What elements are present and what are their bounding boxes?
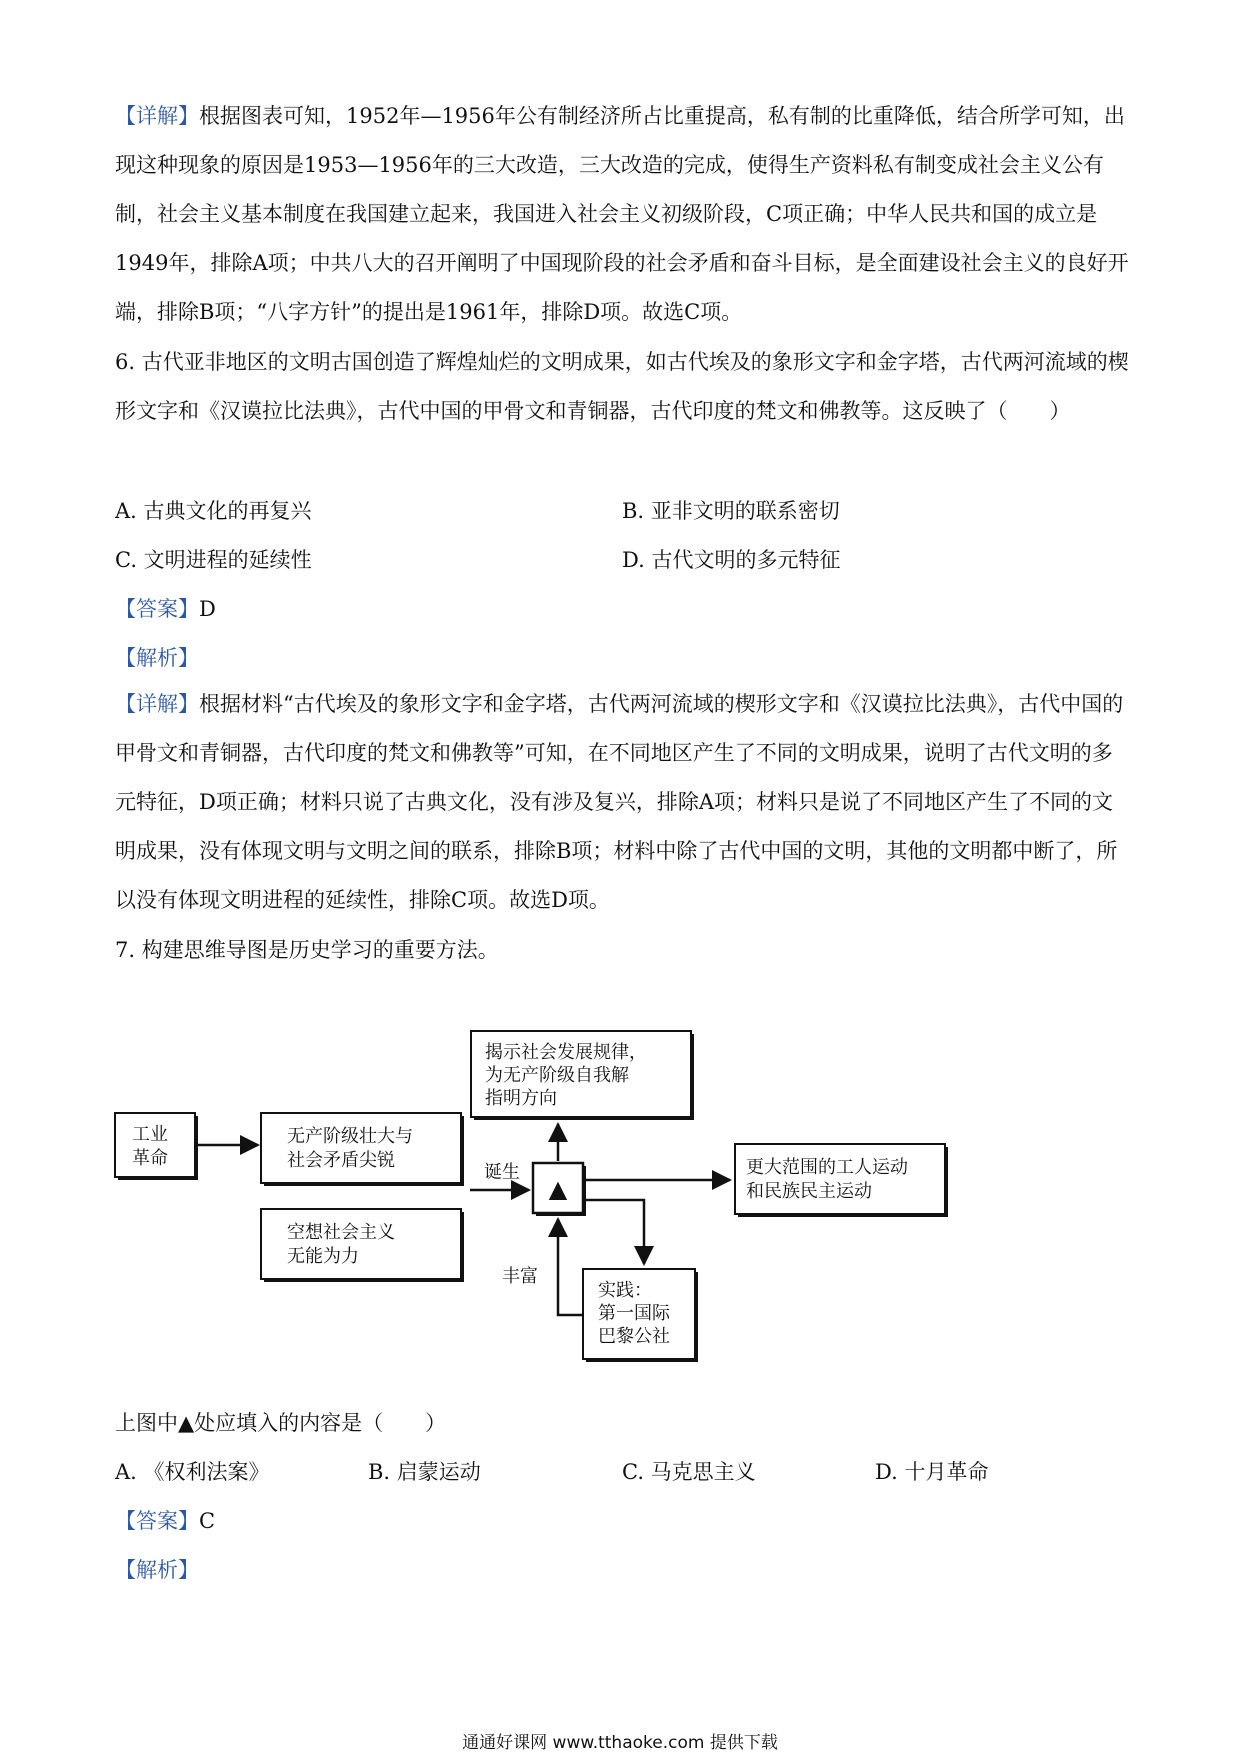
movement-box — [735, 1144, 948, 1217]
q6-option-d: D. 古代文明的多元特征 — [622, 548, 841, 572]
q6-option-c: C. 文明进程的延续性 — [115, 548, 312, 572]
q7-option-b: B. 启蒙运动 — [368, 1460, 481, 1484]
q7-option-a: A. 《权利法案》 — [115, 1460, 270, 1484]
center-triangle-icon: ▲ — [548, 1175, 568, 1203]
q5-detail-paragraph — [115, 92, 1130, 337]
industrial-revolution-box — [115, 1113, 198, 1180]
q6-stem: 6. 古代亚非地区的文明古国创造了辉煌灿烂的文明成果，如古代埃及的象形文字和金字塔，古代两河流域的楔形文字和《汉谟拉比法典》，古代中国的甲骨文和青铜器，古代印度的梵文和佛教等。这反映了（ ） — [115, 350, 1129, 423]
label-birth: 诞生 — [484, 1162, 520, 1183]
page-footer: 通通好课网 www.tthaoke.com 提供下载 — [462, 1733, 778, 1753]
q6-detail-paragraph — [115, 680, 1130, 925]
q7-analysis-tag: 【解析】 — [115, 1558, 199, 1582]
q6-analysis-tag: 【解析】 — [115, 646, 199, 670]
utopian-line-1: 空想社会主义 — [287, 1222, 395, 1243]
q7-question: 上图中▲处应填入的内容是（ ） — [115, 1411, 447, 1435]
reveal-line-2: 为无产阶级自我解 — [485, 1065, 629, 1086]
proletariat-line-1: 无产阶级壮大与 — [287, 1126, 413, 1147]
label-enrich: 丰富 — [502, 1266, 538, 1287]
q7-option-d: D. 十月革命 — [875, 1460, 989, 1484]
q6-detail-text: 根据材料“古代埃及的象形文字和金字塔，古代两河流域的楔形文字和《汉谟拉比法典》，古代中国的甲骨文和青铜器，古代印度的梵文和佛教等”可知，在不同地区产生了不同的文明成果，说明了古代文明的多元特征，D项正确；材料只说了古典文化，没有涉及复兴，排除A项；材料只是说了不同地区产生了不同的文明成果，没有体现文明与文明之间的联系，排除B项；材料中除了古代中国的文明，其他的文明都中断了，所以没有体现文明进程的延续性，排除C项。故选D项。 — [115, 692, 1124, 912]
movement-line-1: 更大范围的工人运动 — [746, 1157, 908, 1178]
reveal-line-3: 指明方向 — [485, 1088, 557, 1109]
movement-line-2: 和民族民主运动 — [746, 1181, 872, 1202]
practice-box — [583, 1269, 698, 1362]
q7-option-c: C. 马克思主义 — [622, 1460, 756, 1484]
industrial-line-1: 工业 — [132, 1124, 168, 1145]
q6-option-a: A. 古典文化的再复兴 — [115, 499, 312, 523]
q6-answer-value: D — [199, 597, 216, 621]
center-box — [533, 1163, 586, 1216]
utopian-line-2: 无能为力 — [287, 1246, 359, 1267]
q6-answer-line — [115, 594, 216, 624]
q6-detail-tag: 【详解】 — [115, 692, 199, 716]
proletariat-box — [261, 1113, 464, 1186]
q6-answer-tag: 【答案】 — [115, 597, 199, 621]
proletariat-line-2: 社会矛盾尖锐 — [287, 1150, 395, 1171]
q7-answer-tag: 【答案】 — [115, 1509, 199, 1533]
reveal-line-1: 揭示社会发展规律， — [485, 1042, 647, 1063]
mind-map-diagram — [112, 1020, 962, 1370]
q7-answer-value: C — [199, 1509, 216, 1533]
practice-line-2: 第一国际 — [598, 1303, 670, 1324]
arrow-center-to-practice — [585, 1200, 644, 1264]
q6-option-b: B. 亚非文明的联系密切 — [622, 499, 840, 523]
reveal-law-box — [471, 1031, 694, 1120]
q5-detail-tag: 【详解】 — [115, 104, 199, 128]
q7-answer-line — [115, 1506, 215, 1536]
practice-line-1: 实践： — [598, 1280, 652, 1301]
arrow-practice-to-center — [558, 1219, 582, 1315]
utopian-socialism-box — [261, 1209, 464, 1282]
q5-detail-text: 根据图表可知，1952年—1956年公有制经济所占比重提高，私有制的比重降低，结合所学可知，出现这种现象的原因是1953—1956年的三大改造，三大改造的完成，使得生产资料私有制变成社会主义公有制，社会主义基本制度在我国建立起来，我国进入社会主义初级阶段，C项正确；中华人民共和国的成立是1949年，排除A项；中共八大的召开阐明了中国现阶段的社会矛盾和奋斗目标，是全面建设社会主义的良好开端，排除B项；“八字方针”的提出是1961年，排除D项。故选C项。 — [115, 104, 1129, 324]
industrial-line-2: 革命 — [132, 1148, 168, 1169]
practice-line-3: 巴黎公社 — [598, 1326, 670, 1347]
q7-stem: 7. 构建思维导图是历史学习的重要方法。 — [115, 938, 499, 962]
